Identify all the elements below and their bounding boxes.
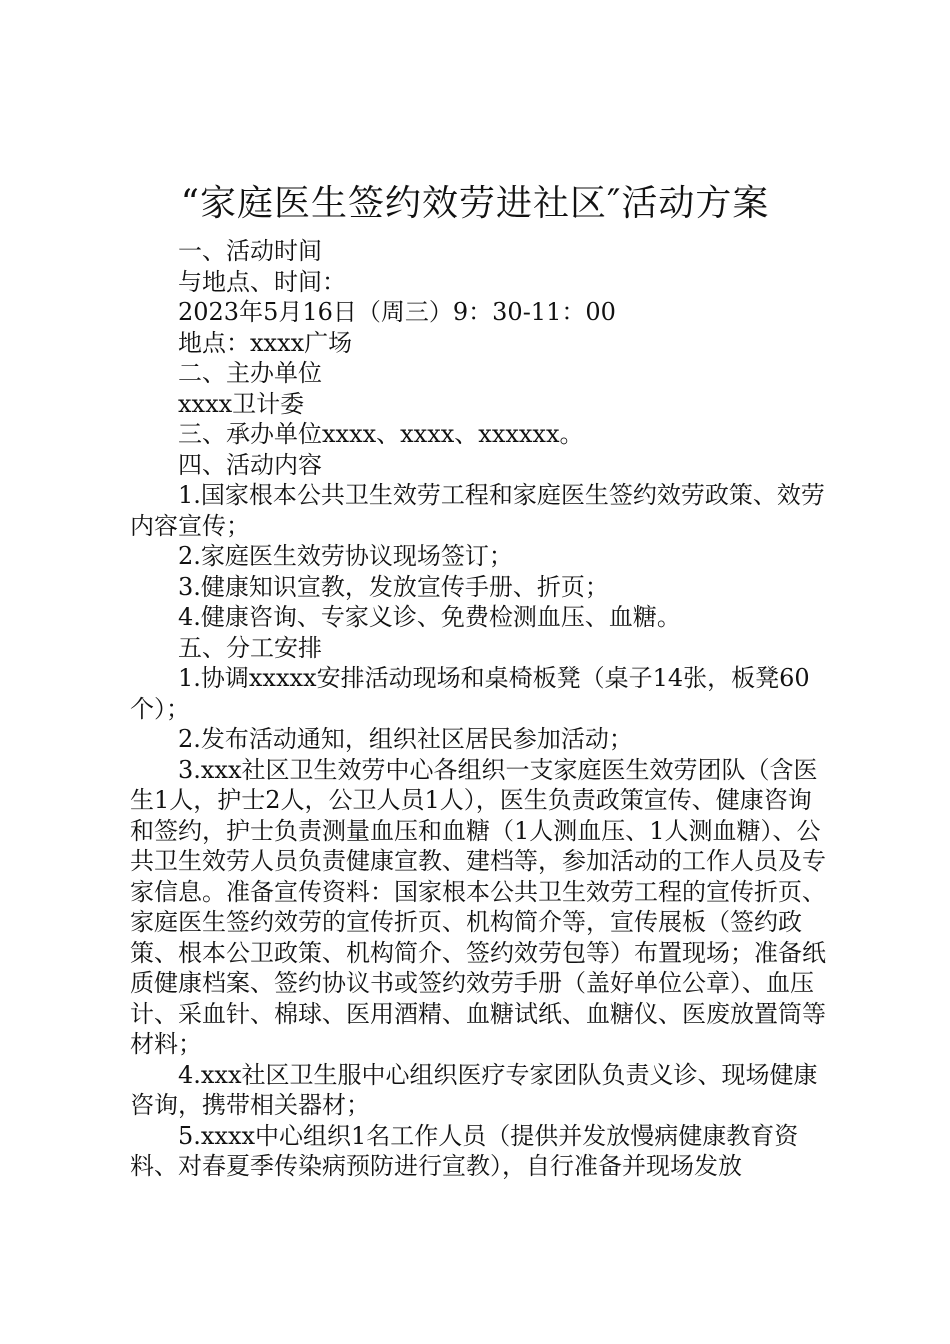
content-item-3: 3.健康知识宣教，发放宣传手册、折页； <box>178 572 609 601</box>
content-item-1: 1.国家根本公共卫生效劳工程和家庭医生签约效劳政策、效劳内容宣传； <box>130 481 825 540</box>
paragraph-location: 地点：xxxx广场 <box>178 328 353 357</box>
division-item-4: 4.xxx社区卫生服中心组织医疗专家团队负责义诊、现场健康咨询，携带相关器材； <box>130 1060 818 1119</box>
section-heading-content: 四、活动内容 <box>178 450 322 479</box>
paragraph-host: xxxx卫计委 <box>178 389 305 418</box>
paragraph-place-time-label: 与地点、时间： <box>178 267 346 296</box>
division-item-3: 3.xxx社区卫生效劳中心各组织一支家庭医生效劳团队（含医生1人，护士2人，公卫人员1人），医生负责政策宣传、健康咨询和签约，护士负责测量血压和血糖（1人测血压、1人测血糖）、公共卫生效劳人员负责健康宣教、建档等，参加活动的工作人员及专家信息。准备宣传资料：国家根本公共卫生效劳工程的宣传折页、家庭医生签约效劳的宣传折页、机构简介等，宣传展板（签约政策、根本公卫政策、机构简介、签约效劳包等）布置现场；准备纸质健康档案、签约协议书或签约效劳手册（盖好单位公章）、血压计、采血针、棉球、医用酒精、血糖试纸、血糖仪、医废放置筒等材料； <box>130 755 826 1058</box>
division-item-2: 2.发布活动通知，组织社区居民参加活动； <box>178 725 633 753</box>
section-heading-time: 一、活动时间 <box>178 237 322 265</box>
section-heading-organizer: 三、承办单位xxxx、xxxx、xxxxxx。 <box>178 420 584 448</box>
document-body <box>130 236 828 1182</box>
section-heading-host: 二、主办单位 <box>178 359 322 387</box>
division-item-5: 5.xxxx中心组织1名工作人员（提供并发放慢病健康教育资料、对春夏季传染病预防进行宣教），自行准备并现场发放 <box>130 1121 799 1180</box>
document-title: “家庭医生签约效劳进社区″活动方案 <box>180 183 770 224</box>
content-item-4: 4.健康咨询、专家义诊、免费检测血压、血糖。 <box>178 603 681 631</box>
section-heading-division: 五、分工安排 <box>178 633 322 662</box>
division-item-1: 1.协调xxxxx安排活动现场和桌椅板凳（桌子14张，板凳60个）； <box>130 664 810 723</box>
paragraph-date: 2023年5月16日（周三）9：30-11：00 <box>178 298 616 326</box>
content-item-2: 2.家庭医生效劳协议现场签订； <box>178 542 513 570</box>
